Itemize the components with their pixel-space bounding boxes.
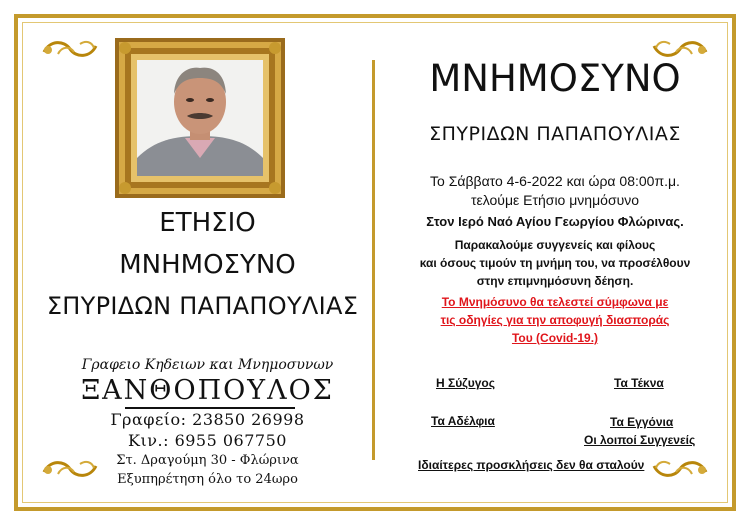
signature-relatives: Οι λοιποί Συγγενείς — [584, 433, 696, 447]
right-deceased-name: ΣΠΥΡΙΔΩΝ ΠΑΠΑΠΟΥΛΙΑΣ — [429, 123, 681, 145]
left-title-line2: ΜΝΗΜΟΣΥΝΟ — [119, 250, 296, 280]
signature-children: Τα Τέκνα — [614, 376, 664, 390]
footer-note: Ιδιαίτερες προσκλήσεις δεν θα σταλούν — [418, 458, 645, 472]
signature-spouse: Η Σύζυγος — [436, 376, 495, 390]
signature-siblings: Τα Αδέλφια — [431, 414, 495, 428]
memorial-line: τελούμε Ετήσιο μνημόσυνο — [470, 192, 640, 208]
agency-address: Στ. Δραγούμη 30 - Φλώρινα — [116, 453, 299, 468]
agency-name: ΞΑΝΘΟΠΟΥΛΟΣ — [81, 375, 334, 406]
ornament-flourish-icon — [650, 458, 710, 480]
agency-service-hours: Εξυπηρέτηση όλο το 24ωρο — [117, 472, 298, 487]
invite-line3: στην επιμνημόσυνη δέηση. — [476, 274, 634, 288]
left-title-line1: ΕΤΗΣΙΟ — [159, 208, 256, 238]
invite-line2: και όσους τιμούν τη μνήμη του, να προσέλθουν — [419, 256, 691, 270]
invite-line1: Παρακαλούμε συγγενείς και φίλους — [454, 238, 656, 252]
column-divider — [372, 60, 375, 460]
portrait-photo — [115, 38, 285, 198]
covid-line1: Το Μνημόσυνο θα τελεστεί σύμφωνα με — [441, 295, 669, 309]
agency-label: Γραφειο Κηδειων και Μνημοσυνων — [81, 357, 334, 373]
agency-office-phone: Γραφείο: 23850 26998 — [110, 410, 305, 429]
covid-line2: τις οδηγίες για την αποφυγή διασποράς — [440, 313, 670, 327]
gold-picture-frame — [115, 38, 285, 198]
covid-line3: Του (Covid-19.) — [511, 331, 599, 345]
left-deceased-name: ΣΠΥΡΙΔΩΝ ΠΑΠΑΠΟΥΛΙΑΣ — [46, 292, 359, 320]
agency-mobile-phone: Κιν.: 6955 067750 — [128, 431, 287, 450]
church-line: Στον Ιερό Ναό Αγίου Γεωργίου Φλώρινας. — [426, 214, 684, 229]
right-title: ΜΝΗΜΟΣΥΝΟ — [429, 57, 681, 100]
date-line: Το Σάββατο 4-6-2022 και ώρα 08:00π.μ. — [430, 173, 680, 189]
agency-underline — [125, 407, 295, 409]
ornament-flourish-icon — [40, 38, 100, 60]
signature-grandchildren: Τα Εγγόνια — [610, 415, 674, 429]
